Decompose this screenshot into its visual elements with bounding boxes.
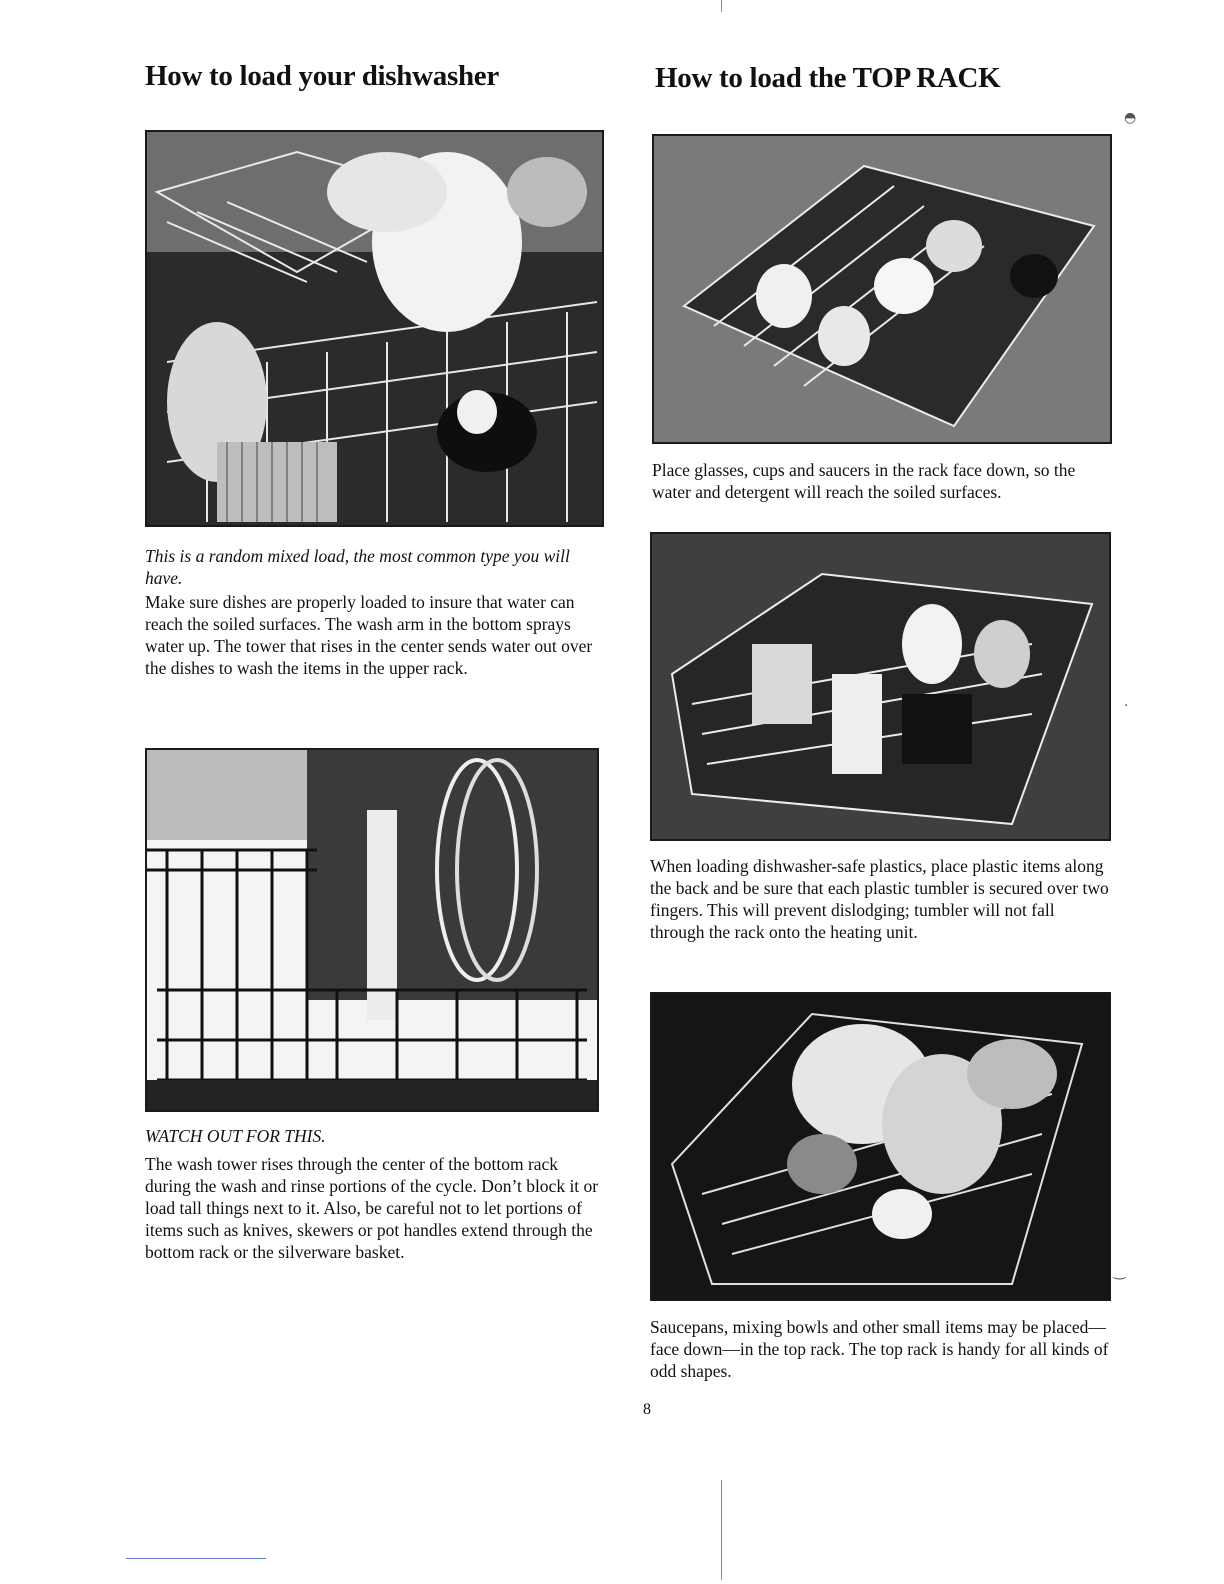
- scan-speck-top: ◓: [1124, 110, 1137, 126]
- right-heading: How to load the TOP RACK: [655, 62, 1001, 94]
- page-number: 8: [643, 1401, 651, 1418]
- caption-mixed-load-body: Make sure dishes are properly loaded to insure that water can reach the soiled surfaces. The wash arm in the bottom sprays water up. The tower that rises in the center sends water out over the dishes to wash the items in the upper rack.: [145, 592, 593, 678]
- scan-top-mark: [721, 0, 722, 12]
- photo-plastics: [650, 532, 1111, 841]
- caption-watch-out-body: The wash tower rises through the center of the bottom rack during the wash and rinse portions of the cycle. Don’t block it or load tall things next to it. Also, be careful not to let portions of items such as knives, skewers or pot handles extend through the bottom rack or the silverware basket.: [145, 1154, 599, 1262]
- left-heading: How to load your dishwasher: [145, 60, 499, 92]
- caption-glasses-cups: Place glasses, cups and saucers in the rack face down, so the water and detergent will reach the soiled surfaces.: [652, 460, 1076, 502]
- caption-watch-out-note: WATCH OUT FOR THIS.: [145, 1126, 326, 1146]
- scan-bottom-rule: [126, 1558, 266, 1559]
- caption-saucepans: Saucepans, mixing bowls and other small items may be placed—face down—in the top rack. The top rack is handy for all kinds of odd shapes.: [650, 1317, 1109, 1381]
- photo-glasses-cups: [652, 134, 1112, 444]
- photo-saucepans: [650, 992, 1111, 1301]
- scan-speck-middle: ·: [1124, 698, 1129, 714]
- caption-mixed-load-note: This is a random mixed load, the most common type you will have.: [145, 546, 570, 588]
- scan-speck-bottom: ‿: [1114, 1264, 1126, 1280]
- caption-plastics: When loading dishwasher-safe plastics, place plastic items along the back and be sure that each plastic tumbler is secured over two fingers. This will prevent dislodging; tumbler will not fall through the rack onto the heating unit.: [650, 856, 1109, 942]
- scan-vertical-line: [721, 1480, 722, 1580]
- photo-wash-tower: [145, 748, 599, 1112]
- photo-mixed-load: [145, 130, 604, 527]
